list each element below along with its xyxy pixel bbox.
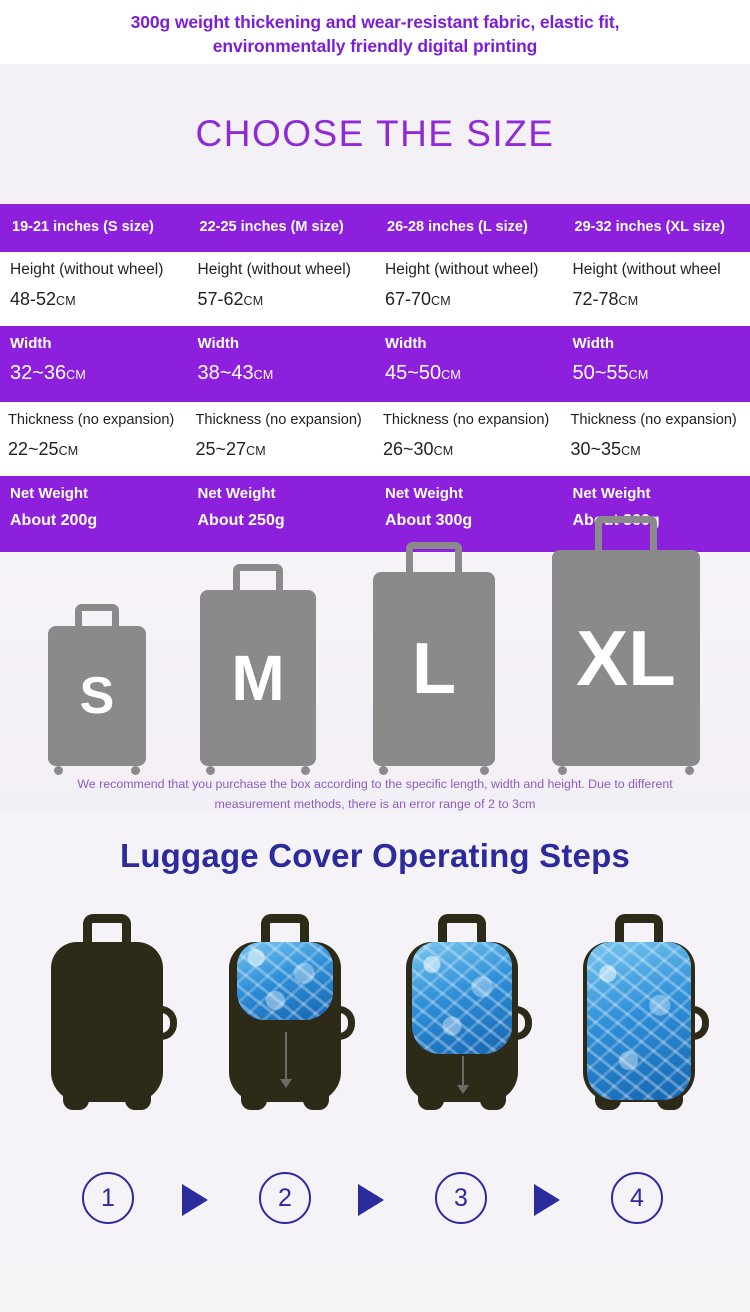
step-numbers-row <box>0 1148 750 1260</box>
step-number-4: 4 <box>611 1172 663 1224</box>
arrow-right-icon <box>182 1184 208 1216</box>
table-cell-width-s: Width 32~36CM <box>0 326 188 402</box>
luggage-side-handle-icon <box>333 1006 355 1040</box>
suitcase-icon-l <box>373 572 495 766</box>
suitcase-icon-s <box>48 626 146 766</box>
table-header-xl: 29-32 inches (XL size) <box>563 204 750 252</box>
banner-line-2: environmentally friendly digital printing <box>212 36 538 56</box>
luggage-cover-blue <box>237 942 333 1020</box>
table-cell-height-s: Height (without wheel) 48-52CM <box>0 252 188 326</box>
luggage-foot <box>303 1094 329 1110</box>
measurement-note-line-2: measurement methods, there is an error range of 2 to 3cm <box>214 797 536 811</box>
choose-size-title: CHOOSE THE SIZE <box>195 113 555 154</box>
top-banner <box>0 0 750 64</box>
suitcase-label-s: S <box>79 667 115 725</box>
table-header-s: 19-21 inches (S size) <box>0 204 188 252</box>
luggage-cover-blue <box>412 942 512 1054</box>
step-illustration-2 <box>211 914 361 1124</box>
measurement-note-line-1: We recommend that you purchase the box according to the specific length, width and height. Due to different <box>77 777 673 791</box>
luggage-foot <box>241 1094 267 1110</box>
table-cell-weight-s: Net Weight About 200g <box>0 476 188 552</box>
suitcase-icon-xl <box>552 550 700 766</box>
suitcase-icon-m <box>200 590 316 766</box>
table-cell-thickness-xl: Thickness (no expansion) 30~35CM <box>563 402 750 476</box>
operating-steps-illustrations <box>0 898 750 1148</box>
luggage-cover-blue <box>587 942 691 1100</box>
operating-steps-header <box>0 814 750 898</box>
step-illustration-4 <box>565 914 715 1124</box>
luggage-foot <box>63 1094 89 1110</box>
table-cell-thickness-s: Thickness (no expansion) 22~25CM <box>0 402 188 476</box>
suitcase-size-comparison <box>0 552 750 814</box>
table-cell-height-l: Height (without wheel) 67-70CM <box>375 252 563 326</box>
arrow-down-icon <box>462 1056 464 1086</box>
table-row-width <box>0 326 750 402</box>
step-illustration-3 <box>388 914 538 1124</box>
table-cell-height-m: Height (without wheel) 57-62CM <box>188 252 376 326</box>
luggage-foot <box>418 1094 444 1110</box>
suitcase-label-m: M <box>231 642 285 714</box>
choose-size-section <box>0 64 750 204</box>
table-header-l: 26-28 inches (L size) <box>375 204 563 252</box>
table-row-thickness <box>0 402 750 476</box>
arrow-down-icon <box>285 1032 287 1080</box>
table-cell-width-m: Width 38~43CM <box>188 326 376 402</box>
suitcase-label-xl: XL <box>576 614 676 702</box>
table-cell-height-xl: Height (without wheel 72-78CM <box>563 252 750 326</box>
table-cell-width-xl: Width 50~55CM <box>563 326 750 402</box>
step-number-3: 3 <box>435 1172 487 1224</box>
table-cell-weight-m: Net Weight About 250g <box>188 476 376 552</box>
suitcase-label-l: L <box>412 629 456 709</box>
table-header-m: 22-25 inches (M size) <box>188 204 376 252</box>
table-cell-weight-xl: Net Weight About 360g <box>563 476 750 552</box>
luggage-icon <box>51 942 163 1102</box>
luggage-side-handle-icon <box>510 1006 532 1040</box>
step-illustration-1 <box>33 914 183 1124</box>
arrow-right-icon <box>534 1184 560 1216</box>
table-cell-thickness-m: Thickness (no expansion) 25~27CM <box>188 402 376 476</box>
operating-steps-title: Luggage Cover Operating Steps <box>119 837 631 874</box>
table-header-row <box>0 204 750 252</box>
luggage-handle-icon <box>83 914 131 946</box>
measurement-note <box>0 774 750 814</box>
table-cell-weight-l: Net Weight About 300g <box>375 476 563 552</box>
banner-line-1: 300g weight thickening and wear-resistant fabric, elastic fit, <box>130 12 620 32</box>
table-cell-thickness-l: Thickness (no expansion) 26~30CM <box>375 402 563 476</box>
size-table <box>0 204 750 552</box>
luggage-side-handle-icon <box>155 1006 177 1040</box>
luggage-foot <box>125 1094 151 1110</box>
table-cell-width-l: Width 45~50CM <box>375 326 563 402</box>
arrow-right-icon <box>358 1184 384 1216</box>
step-number-2: 2 <box>259 1172 311 1224</box>
step-number-1: 1 <box>82 1172 134 1224</box>
luggage-foot <box>480 1094 506 1110</box>
table-row-height <box>0 252 750 326</box>
